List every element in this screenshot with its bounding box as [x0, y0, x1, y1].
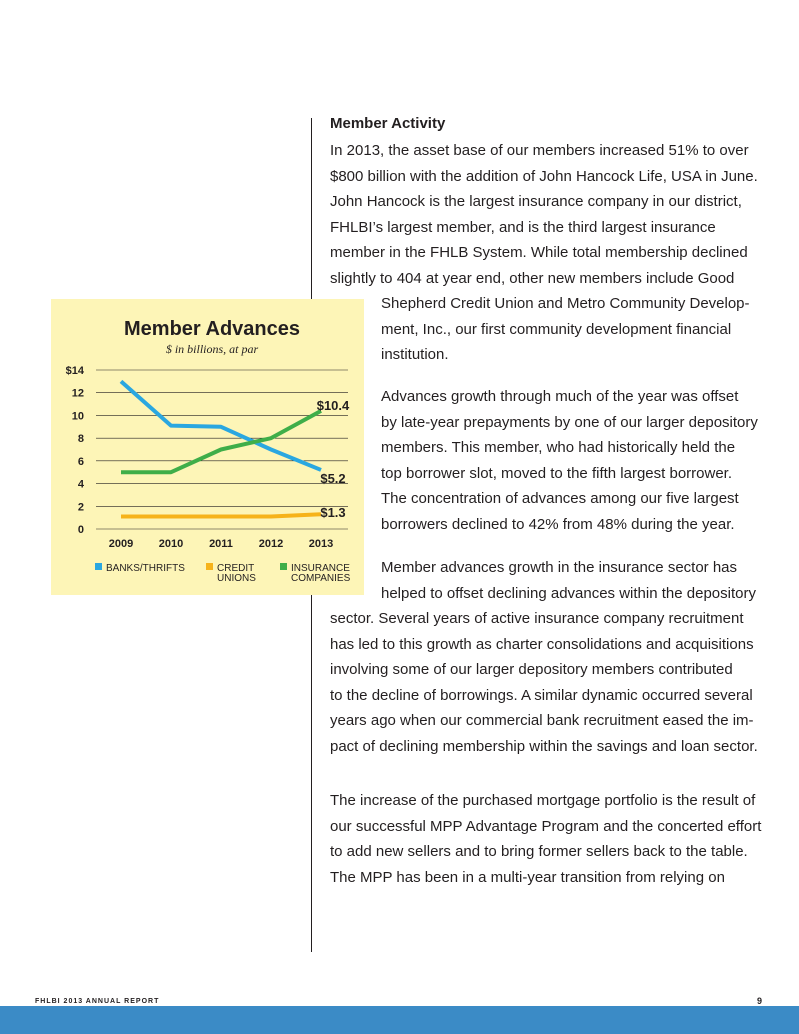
body-text-line: In 2013, the asset base of our members increased 51% to over — [330, 142, 749, 159]
member-advances-chart — [51, 299, 364, 595]
y-tick-label: 4 — [77, 478, 84, 491]
body-text-line: involving some of our larger depository members contributed — [330, 661, 733, 678]
y-tick-label: 10 — [71, 410, 84, 423]
legend-label: UNIONS — [217, 573, 256, 584]
series-end-label: $5.2 — [320, 470, 346, 486]
y-tick-label: $14 — [65, 365, 84, 377]
legend-swatch — [280, 563, 287, 570]
body-text-line: The increase of the purchased mortgage portfolio is the result of — [330, 792, 756, 809]
footer-bar — [0, 1006, 799, 1034]
y-tick-label: 12 — [71, 387, 84, 400]
legend-label: BANKS/THRIFTS — [106, 563, 185, 574]
body-text-line: member in the FHLB System. While total membership declined — [330, 244, 748, 261]
body-text-line: ment, Inc., our first community development financial — [381, 321, 732, 338]
body-text-line: FHLBI’s largest member, and is the third largest insurance — [330, 219, 716, 236]
body-text-line: pact of declining membership within the savings and loan sector. — [330, 738, 758, 755]
body-text-line: top borrower slot, moved to the fifth largest borrower. — [381, 465, 732, 482]
legend-label: CREDIT — [217, 563, 255, 574]
chart-title: Member Advances — [124, 318, 300, 340]
footer-report-title: FHLBI 2013 ANNUAL REPORT — [35, 998, 160, 1005]
body-text-line: Shepherd Credit Union and Metro Community Develop- — [381, 295, 750, 312]
y-tick-label: 8 — [77, 433, 84, 446]
series-line-insurance-companies — [121, 411, 321, 472]
body-text-line: to the decline of borrowings. A similar dynamic occurred several — [330, 687, 753, 704]
body-text-line: Advances growth through much of the year was offset — [381, 388, 739, 405]
body-text-line: borrowers declined to 42% from 48% during the year. — [381, 516, 735, 533]
body-text-line: institution. — [381, 346, 449, 363]
body-text-line: helped to offset declining advances within the depository — [381, 585, 756, 602]
body-text-line: by late-year prepayments by one of our larger depository — [381, 414, 758, 431]
page-number: 9 — [757, 996, 763, 1006]
body-text-line: The concentration of advances among our five largest — [381, 490, 739, 507]
series-line-credit-unions — [121, 514, 321, 516]
x-tick-label: 2013 — [308, 538, 334, 550]
body-text-line: years ago when our commercial bank recruitment eased the im- — [330, 712, 754, 729]
legend-swatch — [95, 563, 102, 570]
body-text-line: members. This member, who had historically held the — [381, 439, 736, 456]
x-tick-label: 2010 — [158, 538, 184, 550]
y-tick-label: 0 — [77, 524, 84, 536]
body-text-line: The MPP has been in a multi-year transition from relying on — [330, 869, 725, 886]
legend-label: COMPANIES — [291, 573, 351, 584]
chart-canvas — [51, 299, 364, 595]
series-end-label: $10.4 — [316, 397, 350, 413]
y-tick-label: 6 — [77, 455, 84, 468]
body-text-line: has led to this growth as charter consolidations and acquisitions — [330, 636, 754, 653]
body-text-line: to add new sellers and to bring former sellers back to the table. — [330, 843, 748, 860]
body-text-line: $800 billion with the addition of John Hancock Life, USA in June. — [330, 168, 758, 185]
section-heading: Member Activity — [330, 115, 446, 132]
chart-subtitle: $ in billions, at par — [165, 342, 259, 356]
y-tick-label: 2 — [77, 501, 84, 514]
body-text-line: sector. Several years of active insurance company recruitment — [330, 610, 744, 627]
x-tick-label: 2011 — [209, 538, 233, 550]
legend-label: INSURANCE — [291, 563, 350, 574]
body-text-line: slightly to 404 at year end, other new members include Good — [330, 270, 735, 287]
body-text-line: our successful MPP Advantage Program and the concerted effort — [330, 818, 762, 835]
series-end-label: $1.3 — [320, 505, 346, 521]
legend-swatch — [206, 563, 213, 570]
x-tick-label: 2009 — [108, 538, 134, 550]
body-text-line: John Hancock is the largest insurance company in our district, — [330, 193, 742, 210]
body-text-line: Member advances growth in the insurance sector has — [381, 559, 738, 576]
x-tick-label: 2012 — [258, 538, 284, 550]
